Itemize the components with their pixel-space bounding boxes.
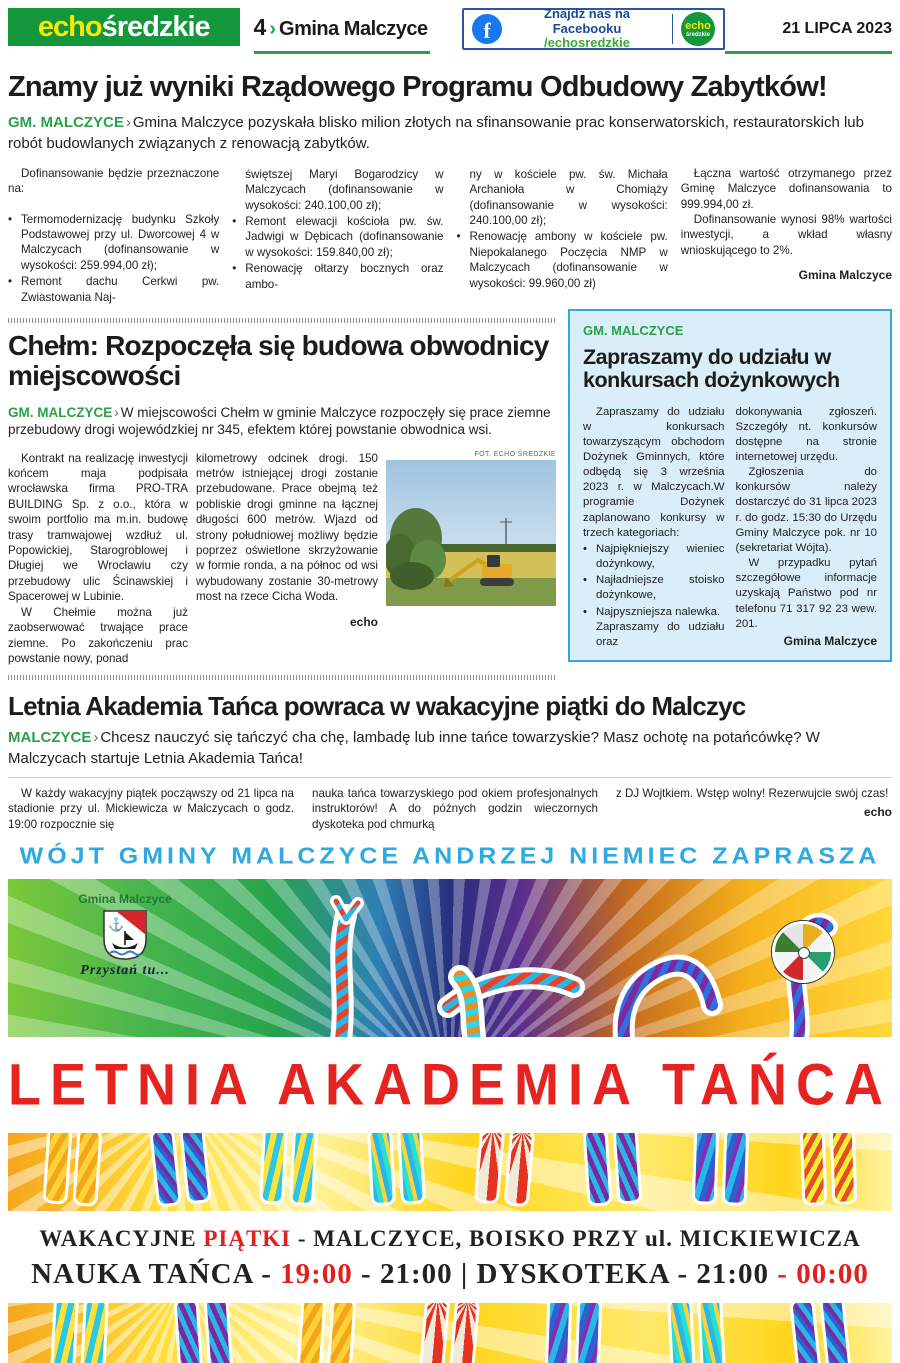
dancer-legs	[173, 1303, 233, 1363]
article1-lead	[8, 113, 892, 154]
dancer-legs	[419, 1303, 481, 1363]
spacer	[8, 197, 219, 211]
box-columns	[583, 405, 877, 651]
article3-tag: MALCZYCE	[8, 729, 92, 747]
article-zabytki	[8, 72, 892, 305]
bullet-dot	[457, 167, 470, 229]
poster-location-line	[8, 1226, 892, 1252]
article3-signature: echo	[863, 805, 892, 820]
article2-col2	[196, 451, 378, 667]
dancer-legs	[42, 1133, 102, 1207]
chevron-icon: ›	[269, 18, 277, 40]
box-tag: GM. MALCZYCE	[583, 323, 684, 339]
roadworks-photo	[386, 460, 556, 606]
bullet-dot: •	[583, 542, 587, 555]
text-segment: - MALCZYCE, BOISKO PRZY ul. MICKIEWICZA	[291, 1226, 861, 1252]
section-name: Gmina Malczyce	[279, 18, 428, 40]
bullet-text: ny w kościele pw. św. Michała Archanioła w Chomiąży (dofinansowanie w wysokości: 240.100,00 zł);	[469, 167, 668, 228]
paragraph: nauka tańca towarzyskiego pod okiem profesjonalnych instruktorów! A do późnych godzin wieczornych dyskoteka pod chmurką	[312, 786, 598, 831]
article3-title: Letnia Akademia Tańca powraca w wakacyjne piątki do Malczyc	[8, 691, 746, 722]
article2-lead	[8, 404, 556, 439]
article2-tag: GM. MALCZYCE	[8, 404, 113, 420]
dancer-legs	[50, 1303, 109, 1363]
divider	[672, 14, 673, 44]
article2-signature: echo	[349, 614, 378, 629]
paragraph: Łączna wartość otrzymanego przez Gminę Malczyce dofinansowania to 999.994,00 zł.	[680, 166, 892, 211]
box-signature: Gmina Malczyce	[783, 633, 877, 648]
poster-info-band	[8, 1211, 892, 1303]
lead-separator: ›	[93, 729, 99, 747]
box-col1	[583, 405, 725, 651]
bullet-dot: •	[456, 230, 461, 244]
bullet-dot: •	[8, 212, 13, 226]
bullet-text: Remont dachu Cerkwi pw. Zwiastowania Naj-	[21, 275, 220, 304]
dancer-legs	[366, 1133, 425, 1206]
logo-sredzkie-text: średzkie	[101, 10, 210, 43]
facebook-line1: Znajdź nas na Facebooku	[544, 5, 630, 36]
article2-photo-wrap	[386, 451, 556, 667]
lead-separator: ›	[114, 404, 119, 420]
bullet-text: świętszej Maryi Bogarodzicy w Malczycach (dofinansowanie w wysokości: 240.100,00 zł);	[245, 167, 444, 212]
bullet-text: Najpyszniejsza nalewka.	[596, 605, 721, 618]
paragraph: dokonywania zgłoszeń. Szczegóły nt. konkursów dostępne na stronie internetowej urzędu.	[735, 405, 877, 463]
article-akademia	[8, 692, 892, 832]
article1-col2	[232, 166, 443, 305]
gokis-logo-icon	[772, 921, 834, 983]
dancer-legs	[296, 1303, 356, 1363]
crest-slogan: Przystań tu...	[80, 962, 170, 978]
photo-caption: FOT. ECHO ŚREDZKIE	[474, 450, 556, 458]
logo-echo-text: echo	[37, 10, 102, 43]
text-segment-red: PIĄTKI	[203, 1226, 292, 1252]
bullet-item	[583, 542, 725, 572]
coat-of-arms-icon	[102, 909, 148, 961]
bullet-item	[457, 229, 668, 291]
article3-lead	[8, 728, 892, 769]
poster-title: LETNIA AKADEMIA TAŃCA	[8, 1052, 892, 1118]
middle-region	[8, 309, 892, 688]
poster-top-band	[8, 879, 892, 1037]
paragraph: Zapraszamy do udziału oraz	[596, 620, 725, 648]
crest-name: Gmina Malczyce	[78, 892, 172, 907]
bullet-item	[232, 261, 443, 292]
bullet-item	[8, 274, 219, 305]
article1-col3	[457, 166, 668, 305]
poster-title-band	[8, 1037, 892, 1133]
badge-echo-text: echo	[685, 19, 711, 32]
page-number: 4	[253, 14, 267, 40]
text-segment: WAKACYJNE	[39, 1226, 204, 1252]
dancer-legs	[799, 1133, 857, 1206]
facebook-icon: f	[472, 14, 502, 44]
article3-col3	[616, 786, 892, 832]
bullet-dot	[232, 167, 245, 213]
text-segment-red: - 00:00	[777, 1258, 869, 1291]
dancers-legs-band	[8, 1133, 892, 1211]
dancer-legs	[691, 1133, 749, 1206]
bullet-text: Najpiękniejszy wieniec dożynkowy,	[596, 542, 725, 571]
article2-lead-text: W miejscowości Chełm w gminie Malczyce rozpoczęły się prace ziemne przebudowy drogi wojewódzkiej nr 345, efektem której powstanie obwodnica wsi.	[8, 404, 551, 438]
bullet-item	[583, 573, 725, 603]
facebook-text	[510, 7, 664, 52]
echo-badge-icon	[681, 12, 715, 46]
article3-col2	[312, 786, 598, 832]
article1-title: Znamy już wyniki Rządowego Programu Odbudowy Zabytków!	[8, 71, 827, 103]
bullet-dot: •	[583, 605, 587, 618]
bullet-dot: •	[232, 262, 237, 276]
paragraph: kilometrowy odcinek drogi. 150 metrów istniejącej drogi zostanie przebudowane. Prace obejmą też pobliskie drogi gminne na łącznej długości 600 metrów. Wjazd od strony południowej możliwy będzie poprzez oświetlone skrzyżowanie w formie ronda, a na północ od wsi wybudowany zostanie 30-metrowy most na rzece Cicha Woda.	[196, 451, 378, 604]
bullet-dot: •	[232, 215, 237, 229]
article2-col1	[8, 451, 188, 667]
issue-date: 21 LIPCA 2023	[725, 8, 892, 54]
bullet-dot: •	[8, 275, 13, 289]
badge-sredzkie-text: średzkie	[685, 31, 710, 38]
thin-divider	[8, 777, 892, 778]
dancer-legs	[667, 1303, 726, 1363]
tick-divider	[8, 675, 556, 680]
bullet-item	[232, 214, 443, 260]
article1-lead-text: Gmina Malczyce pozyskała blisko milion złotych na sfinansowanie prac konserwatorskich, restauratorskich lub robót budowlanych związanych z renowacją zabytków.	[8, 114, 864, 152]
bullet-text: Renowację ołtarzy bocznych oraz ambo-	[245, 262, 444, 291]
facebook-banner[interactable]	[462, 5, 725, 51]
article3-body	[8, 786, 892, 832]
paragraph: z DJ Wojtkiem. Wstęp wolny! Rezerwujcie swój czas!	[616, 786, 889, 800]
newspaper-logo	[8, 8, 240, 46]
paragraph: W Chełmie można już zaobserwować trwające prace ziemne. Po zakończeniu prac powstanie nowy, ponad	[8, 605, 188, 665]
article1-columns	[8, 166, 892, 305]
bullet-item	[8, 212, 219, 274]
paragraph: W każdy wakacyjny piątek począwszy od 21 lipca na stadionie przy ul. Mickiewicza w Malczycach o godz. 19:00 rozpocznie się	[8, 786, 294, 831]
svg-text:⚓: ⚓	[108, 916, 125, 932]
paragraph: Dofinansowanie wynosi 98% wartości inwestycji, a wkład własny wnioskującego to 2%.	[680, 213, 892, 257]
dancer-legs	[545, 1303, 603, 1363]
mayor-invitation-text: WÓJT GMINY MALCZYCE ANDRZEJ NIEMIEC ZAPRASZA	[19, 843, 881, 870]
bullet-text: Renowację ambony w kościele pw. Niepokalanego Poczęcia NMP w Malczycach (dofinansowanie w wysokości: 99.960,00 zł)	[469, 230, 668, 290]
article2-title: Chełm: Rozpoczęła się budowa obwodnicy miejscowości	[8, 330, 549, 392]
poster-schedule-line	[8, 1258, 892, 1291]
article1-col4	[681, 166, 892, 305]
paragraph: Kontrakt na realizację inwestycji końcem maja podpisała wrocławska firma PRO-TRA BUILDING Sp. z o.o., która w swoim portfolio ma m.in. budowę trasy tramwajowej wzdłuż ul. Popowickiej, Starogroblowej i Długiej we Wrocławiu czy przebudowy ulic Ścinawskiej i Spacerowej w Lubinie.	[8, 451, 188, 604]
dancer-legs	[149, 1133, 212, 1208]
dance-academy-poster	[8, 879, 892, 1363]
dancers-legs-band-bottom	[8, 1303, 892, 1363]
facebook-handle: /echosredzkie	[544, 35, 631, 51]
paragraph: Dofinansowanie będzie przeznaczone na:	[8, 166, 220, 196]
text-segment-red: 19:00	[280, 1258, 353, 1291]
dancer-legs	[473, 1133, 535, 1207]
text-segment: - 21:00 | DYSKOTEKA - 21:00	[352, 1258, 778, 1291]
continued-text	[232, 167, 443, 213]
bullet-text: Termomodernizację budynku Szkoły Podstawowej przy ul. Dworcowej 4 w Malczycach (dofinansowanie w wysokości: 259.994,00 zł);	[21, 212, 220, 272]
article1-col1	[8, 166, 219, 305]
bullet-dot: •	[583, 574, 587, 587]
page-number-section	[254, 8, 431, 54]
dancer-legs	[789, 1303, 852, 1363]
text-segment: NAUKA TAŃCA -	[31, 1258, 281, 1291]
lead-separator: ›	[125, 114, 131, 132]
article3-col1	[8, 786, 294, 832]
tick-divider	[8, 318, 556, 323]
article1-tag: GM. MALCZYCE	[8, 114, 124, 132]
dancer-legs	[582, 1133, 642, 1207]
paragraph: Zgłoszenia do konkursów należy dostarczyć do 31 lipca 2023 r. do godz. 15:30 do Urzędu Gminy Malczyce pok. nr 10 (sekretariat Wójta).	[735, 466, 877, 554]
bullet-text: Remont elewacji kościoła pw. św. Jadwigi w Dębicach (dofinansowanie w wysokości: 159.840,00 zł);	[245, 215, 444, 259]
bullet-item	[583, 605, 725, 620]
article-chelm-wrap	[8, 309, 556, 688]
harvest-contest-box	[568, 309, 892, 662]
paragraph: Zapraszamy do udziału w konkursach towarzyszącym obchodom Dożynek Gminnych, które odbędą się 3 września 2023 r. w Malczycach.W programie Dożynek zaplanowano konkursy w trzech kategoriach:	[583, 405, 725, 539]
bullet-text: Najładniejsze stoisko dożynkowe,	[596, 574, 725, 602]
continued-text	[457, 167, 668, 229]
page-header	[8, 5, 892, 56]
article2-body	[8, 451, 556, 667]
paragraph: W przypadku pytań szczegółowe informacje uzyskają Państwo pod nr telefonu 71 317 92 23 wew. 201.	[735, 557, 877, 630]
box-col2	[736, 405, 878, 651]
article1-signature: Gmina Malczyce	[798, 268, 892, 283]
box-title: Zapraszamy do udziału w konkursach dożynkowych	[583, 345, 840, 393]
article3-lead-text: Chcesz nauczyć się tańczyć cha chę, lambadę lub inne tańce towarzyskie? Masz ochotę na potańcówkę? W Malczycach startuje Letnia Akademia Tańca!	[8, 729, 820, 767]
gmina-crest	[60, 893, 190, 979]
dancer-legs	[258, 1133, 317, 1206]
